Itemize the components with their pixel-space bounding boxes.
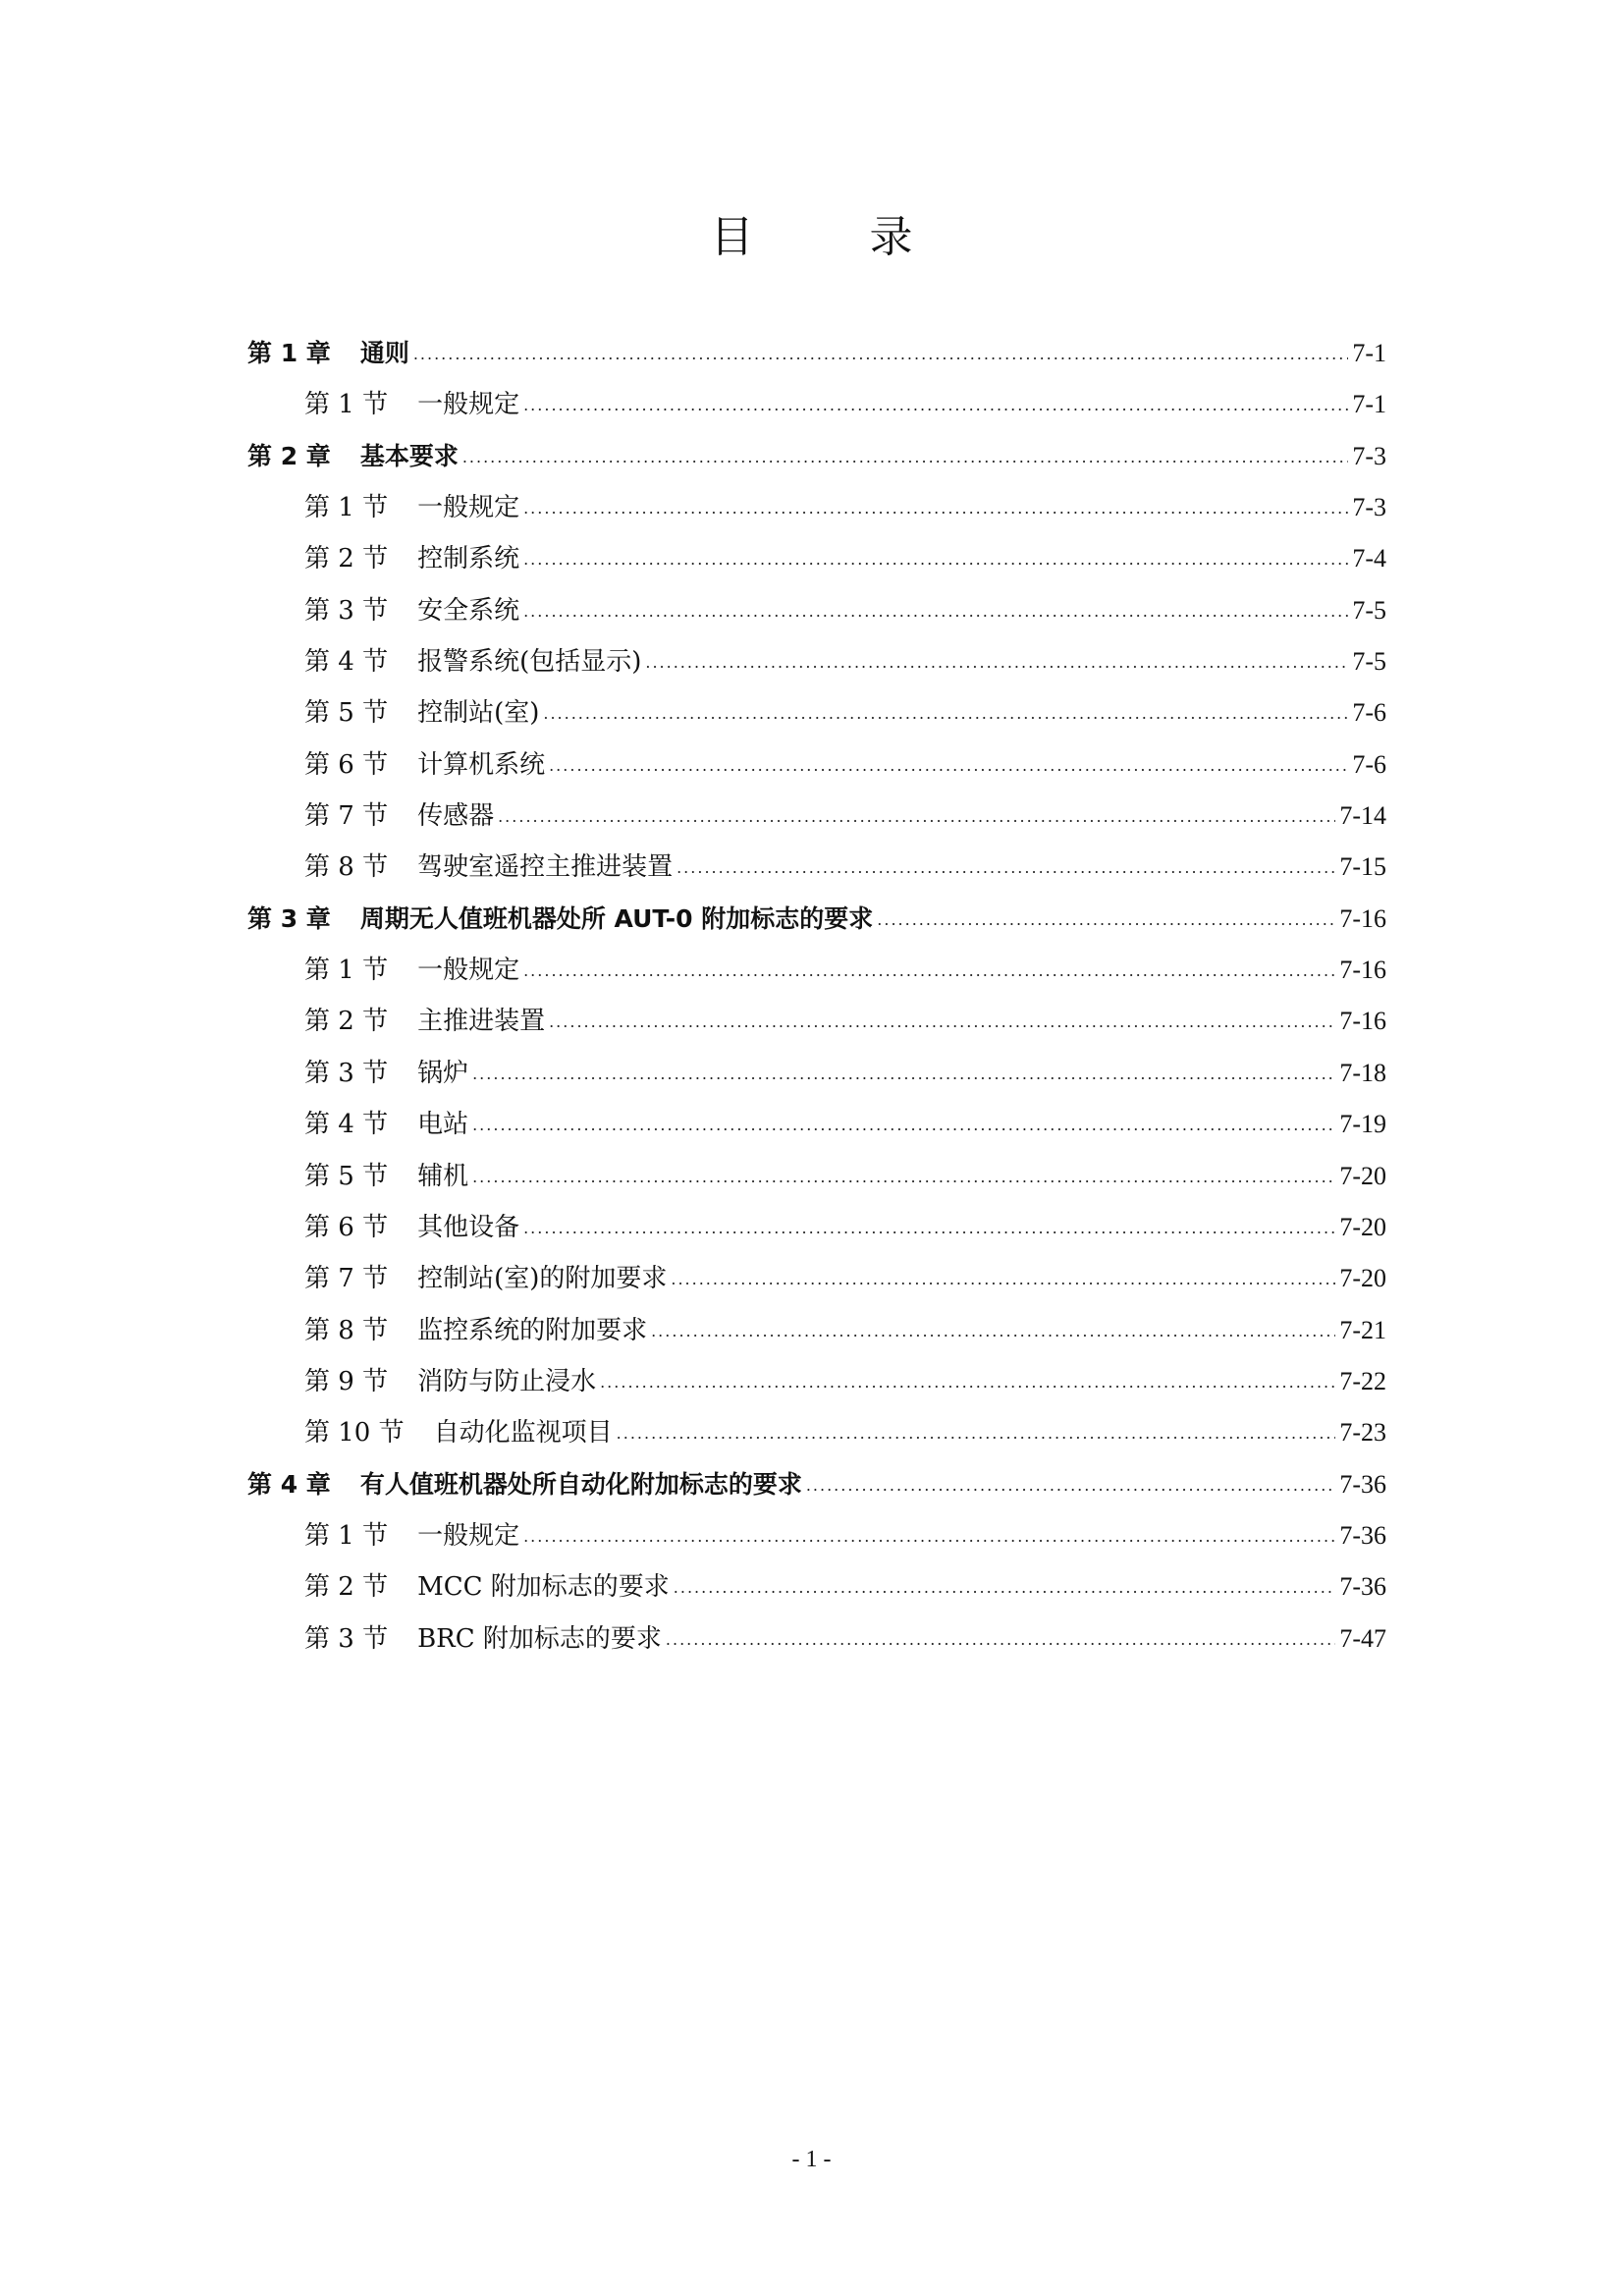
toc-entry-page: 7-18 [1339,1058,1386,1087]
toc-entry-title: 一般规定 [417,390,520,420]
toc-entry-number: 第 8 节 [304,1315,389,1345]
toc-section-entry[interactable] [247,1305,1386,1356]
toc-section-entry[interactable] [247,533,1386,584]
toc-entry-title: 控制站(室)的附加要求 [417,1264,668,1294]
toc-entry-title: 报警系统(包括显示) [417,647,642,678]
toc-entry-page: 7-4 [1352,544,1386,574]
toc-entry-page: 7-16 [1339,903,1386,933]
toc-entry-title: 传感器 [417,801,495,832]
toc-dot-leader [523,1511,1335,1562]
toc-entry-title: 周期无人值班机器处所 AUT-0 附加标志的要求 [359,903,874,933]
toc-section-entry[interactable] [247,842,1386,893]
toc-dot-leader [472,1100,1335,1151]
toc-dot-leader [600,1357,1335,1408]
toc-section-entry[interactable] [247,1151,1386,1202]
toc-dot-leader [498,792,1335,843]
table-of-contents [247,328,1386,1665]
toc-entry-number: 第 1 节 [304,956,389,986]
toc-section-entry[interactable] [247,996,1386,1047]
toc-entry-title: 消防与防止浸水 [417,1366,597,1396]
toc-section-entry[interactable] [247,585,1386,636]
toc-section-entry[interactable] [247,945,1386,996]
toc-entry-title: 辅机 [417,1161,469,1191]
toc-entry-page: 7-3 [1352,493,1386,522]
toc-entry-page: 7-5 [1352,595,1386,625]
toc-dot-leader [523,534,1348,585]
toc-dot-leader [877,895,1335,946]
toc-entry-number: 第 2 节 [304,1007,389,1037]
toc-dot-leader [806,1460,1336,1511]
toc-section-entry[interactable] [247,1407,1386,1458]
toc-section-entry[interactable] [247,1099,1386,1150]
toc-dot-leader [543,688,1348,739]
toc-entry-page: 7-20 [1339,1161,1386,1190]
toc-entry-title: 计算机系统 [417,749,546,780]
toc-entry-page: 7-36 [1339,1572,1386,1602]
toc-dot-leader [645,637,1348,688]
toc-entry-page: 7-21 [1339,1315,1386,1344]
toc-dot-leader [462,432,1349,483]
toc-entry-page: 7-16 [1339,956,1386,985]
toc-entry-title: 电站 [417,1110,469,1140]
toc-entry-number: 第 3 节 [304,1623,389,1654]
toc-entry-title: 其他设备 [417,1212,520,1242]
toc-entry-page: 7-36 [1339,1469,1386,1499]
toc-entry-title: 一般规定 [417,956,520,986]
toc-entry-page: 7-1 [1352,339,1386,367]
toc-entry-page: 7-23 [1339,1418,1386,1448]
toc-dot-leader [651,1306,1335,1357]
toc-section-entry[interactable] [247,1613,1386,1665]
toc-dot-leader [666,1614,1335,1666]
toc-entry-page: 7-1 [1352,390,1386,419]
toc-entry-number: 第 4 章 [247,1469,331,1499]
toc-entry-title: 安全系统 [417,595,520,626]
page-number: - 1 - [791,2147,832,2172]
toc-dot-leader [523,380,1348,431]
toc-entry-number: 第 6 节 [304,1212,389,1242]
toc-entry-title: 有人值班机器处所自动化附加标志的要求 [359,1469,802,1499]
toc-chapter-entry[interactable] [247,328,1386,379]
toc-dot-leader [676,843,1335,894]
toc-section-entry[interactable] [247,1561,1386,1613]
toc-entry-number: 第 3 节 [304,595,389,626]
toc-entry-title: 控制系统 [417,544,520,574]
toc-entry-number: 第 2 节 [304,544,389,574]
toc-entry-number: 第 3 章 [247,903,331,933]
toc-section-entry[interactable] [247,1510,1386,1561]
toc-entry-page: 7-5 [1352,647,1386,677]
toc-dot-leader [472,1049,1335,1100]
toc-chapter-entry[interactable] [247,1459,1386,1510]
toc-entry-number: 第 6 节 [304,749,389,780]
toc-entry-number: 第 1 节 [304,390,389,420]
toc-entry-number: 第 4 节 [304,1110,389,1140]
toc-chapter-entry[interactable] [247,431,1386,482]
toc-dot-leader [413,329,1349,380]
toc-entry-page: 7-6 [1352,698,1386,728]
toc-dot-leader [617,1408,1336,1459]
toc-entry-number: 第 4 节 [304,647,389,678]
toc-entry-number: 第 9 节 [304,1366,389,1396]
toc-entry-title: 自动化监视项目 [433,1418,613,1449]
toc-entry-title: 主推进装置 [417,1007,546,1037]
toc-section-entry[interactable] [247,687,1386,738]
page-title: 目 录 [710,212,964,262]
toc-entry-title: 基本要求 [359,441,459,470]
toc-dot-leader [549,997,1335,1048]
toc-dot-leader [523,1203,1335,1254]
toc-dot-leader [472,1152,1335,1203]
toc-entry-number: 第 2 章 [247,441,331,470]
toc-section-entry[interactable] [247,739,1386,791]
toc-entry-title: 监控系统的附加要求 [417,1315,648,1345]
toc-entry-title: BRC 附加标志的要求 [417,1623,662,1654]
toc-entry-number: 第 5 节 [304,1161,389,1191]
toc-entry-title: 一般规定 [417,1520,520,1551]
toc-entry-page: 7-19 [1339,1110,1386,1139]
toc-section-entry[interactable] [247,1356,1386,1407]
toc-entry-number: 第 1 节 [304,493,389,523]
toc-entry-title: MCC 附加标志的要求 [417,1572,670,1603]
toc-dot-leader [671,1254,1335,1305]
toc-entry-title: 一般规定 [417,493,520,523]
toc-entry-number: 第 10 节 [304,1418,405,1449]
toc-dot-leader [549,740,1348,792]
toc-entry-title: 锅炉 [417,1058,469,1088]
toc-section-entry[interactable] [247,791,1386,842]
toc-entry-page: 7-15 [1339,852,1386,882]
toc-entry-title: 通则 [359,339,409,367]
toc-entry-number: 第 8 节 [304,852,389,883]
toc-entry-page: 7-36 [1339,1520,1386,1550]
toc-entry-number: 第 1 章 [247,339,331,367]
toc-section-entry[interactable] [247,1048,1386,1099]
toc-dot-leader [523,586,1348,637]
toc-chapter-entry[interactable] [247,894,1386,945]
toc-entry-page: 7-6 [1352,749,1386,779]
toc-entry-title: 控制站(室) [417,698,540,729]
toc-entry-page: 7-3 [1352,441,1386,470]
toc-entry-page: 7-47 [1339,1623,1386,1653]
toc-entry-page: 7-20 [1339,1264,1386,1293]
toc-entry-page: 7-16 [1339,1007,1386,1036]
toc-entry-number: 第 5 节 [304,698,389,729]
toc-section-entry[interactable] [247,1253,1386,1304]
toc-entry-number: 第 1 节 [304,1520,389,1551]
toc-section-entry[interactable] [247,636,1386,687]
toc-section-entry[interactable] [247,379,1386,430]
toc-entry-number: 第 3 节 [304,1058,389,1088]
toc-dot-leader [674,1562,1336,1613]
toc-section-entry[interactable] [247,482,1386,533]
toc-entry-number: 第 2 节 [304,1572,389,1603]
toc-dot-leader [523,946,1335,997]
toc-entry-number: 第 7 节 [304,1264,389,1294]
toc-entry-page: 7-22 [1339,1366,1386,1395]
toc-entry-page: 7-14 [1339,801,1386,831]
toc-dot-leader [523,483,1348,534]
toc-entry-page: 7-20 [1339,1212,1386,1241]
toc-entry-title: 驾驶室遥控主推进装置 [417,852,674,883]
toc-entry-number: 第 7 节 [304,801,389,832]
toc-section-entry[interactable] [247,1202,1386,1253]
